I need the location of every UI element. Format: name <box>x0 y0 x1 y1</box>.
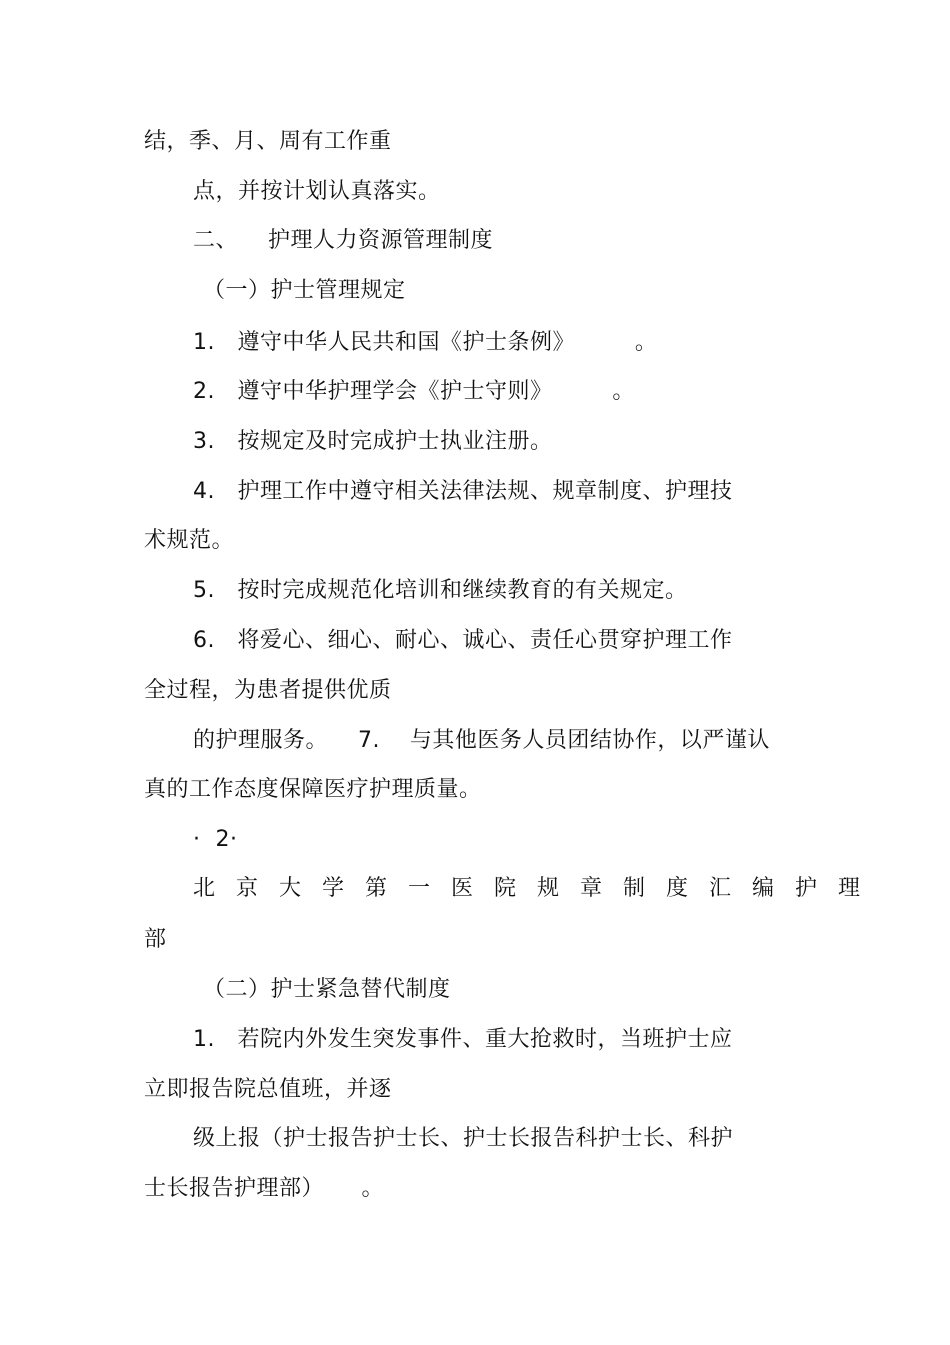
page-number: · 2· <box>193 827 238 852</box>
list-item: 1. 遵守中华人民共和国《护士条例》 。 <box>193 330 658 355</box>
text-line: 士长报告护理部） 。 <box>144 1176 384 1201</box>
text-line: 全过程，为患者提供优质 <box>144 678 392 703</box>
list-item: 6. 将爱心、细心、耐心、诚心、责任心贯穿护理工作 <box>193 628 733 653</box>
list-item: 3. 按规定及时完成护士执业注册。 <box>193 429 553 454</box>
text-line: 真的工作态度保障医疗护理质量。 <box>144 777 482 802</box>
text-line: 结，季、月、周有工作重 <box>144 129 392 154</box>
text-line: 部 <box>144 927 167 952</box>
list-item: 1. 若院内外发生突发事件、重大抢救时，当班护士应 <box>193 1027 733 1052</box>
running-header: 北京大学第一医院规章制度汇编护理 <box>193 876 882 901</box>
text-line: 点，并按计划认真落实。 <box>193 179 441 204</box>
list-item: 4. 护理工作中遵守相关法律法规、规章制度、护理技 <box>193 479 733 504</box>
section-heading: 二、 护理人力资源管理制度 <box>193 228 493 253</box>
text-line: 立即报告院总值班，并逐 <box>144 1077 392 1102</box>
list-item: 2. 遵守中华护理学会《护士守则》 。 <box>193 379 635 404</box>
list-item: 5. 按时完成规范化培训和继续教育的有关规定。 <box>193 578 688 603</box>
subsection-heading: （二）护士紧急替代制度 <box>203 977 451 1002</box>
list-item: 的护理服务。 7. 与其他医务人员团结协作，以严谨认 <box>193 728 770 753</box>
text-line: 术规范。 <box>144 528 235 553</box>
subsection-heading: （一）护士管理规定 <box>203 278 406 303</box>
text-line: 级上报（护士报告护士长、护士长报告科护士长、科护 <box>193 1126 734 1151</box>
